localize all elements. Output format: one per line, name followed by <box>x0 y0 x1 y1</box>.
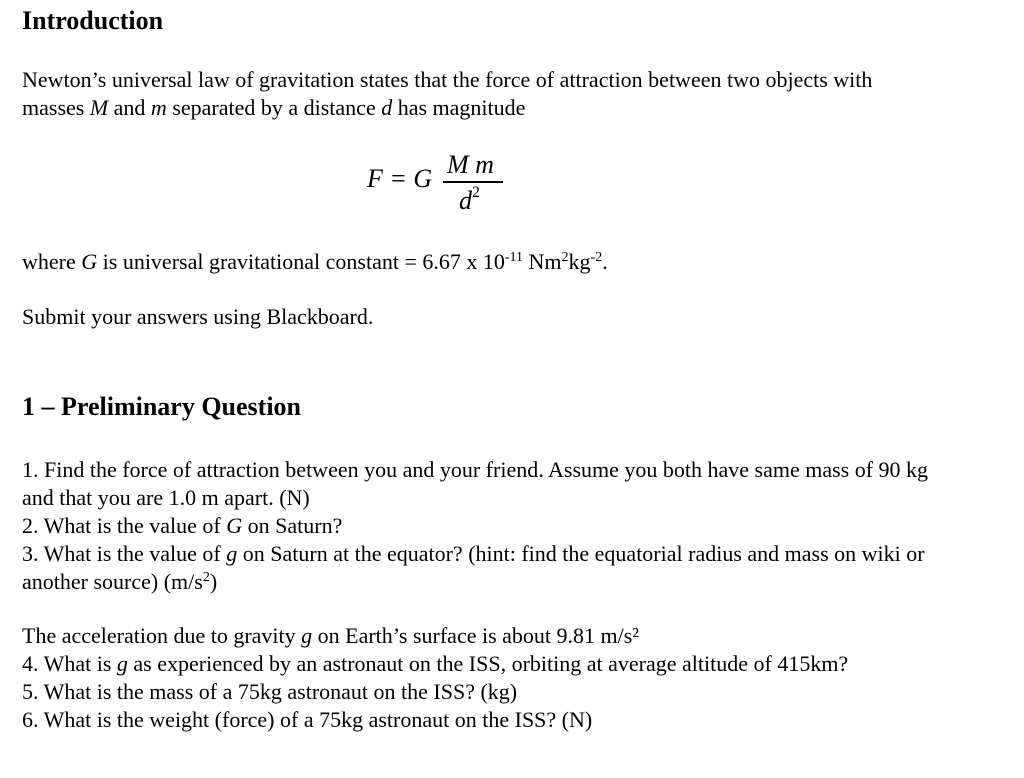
denominator-var: d <box>459 186 472 215</box>
text-run: has magnitude <box>392 95 526 120</box>
text-run: 4. What is <box>22 651 117 676</box>
acceleration-note <box>22 622 1022 650</box>
var-M: M <box>89 95 109 120</box>
question-2 <box>22 512 1022 540</box>
fraction-bar <box>443 181 503 183</box>
exponent: -11 <box>504 250 524 265</box>
section1-heading: 1 – Preliminary Question <box>22 392 302 421</box>
text-run: masses <box>22 95 90 120</box>
formula-denominator <box>459 184 480 216</box>
question-1-line-1: 1. Find the force of attraction between you and your friend. Assume you both have same mass of 90 kg <box>22 457 929 482</box>
var-G: G <box>226 513 243 538</box>
intro-line-1: Newton’s universal law of gravitation states that the force of attraction between two objects with <box>22 67 873 92</box>
text-run: ) <box>209 569 218 594</box>
intro-heading: Introduction <box>22 6 164 35</box>
text-run: Nm <box>523 249 562 274</box>
text-run: on Saturn at the equator? (hint: find the equatorial radius and mass on wiki or <box>237 541 925 566</box>
text-run: where <box>22 249 82 274</box>
text-run: 2. What is the value of <box>22 513 227 538</box>
var-m: m <box>150 95 167 120</box>
text-run: separated by a distance <box>166 95 382 120</box>
text-run: and <box>108 95 151 120</box>
question-3-line-2 <box>22 568 1022 596</box>
text-run: kg <box>568 249 591 274</box>
gravitation-formula <box>367 150 567 220</box>
var-G: G <box>81 249 98 274</box>
var-d: d <box>381 95 393 120</box>
text-run: on Earth’s surface is about 9.81 m/s² <box>312 623 639 648</box>
question-5: 5. What is the mass of a 75kg astronaut on the ISS? (kg) <box>22 679 518 704</box>
text-run: another source) (m/s <box>22 569 203 594</box>
exponent: 2 <box>561 250 569 265</box>
text-run: The acceleration due to gravity <box>22 623 302 648</box>
var-g: g <box>226 541 238 566</box>
question-1-line-2: and that you are 1.0 m apart. (N) <box>22 485 310 510</box>
question-list <box>22 456 1022 596</box>
intro-line-2 <box>22 94 1022 122</box>
question-3-line-1 <box>22 540 1022 568</box>
exponent: 2 <box>202 570 210 585</box>
intro-paragraph <box>22 66 1022 122</box>
constant-line <box>22 248 1022 276</box>
text-run: is universal gravitational constant = 6.67 x 10 <box>97 249 505 274</box>
text-run: . <box>602 249 608 274</box>
text-run: as experienced by an astronaut on the ISS, orbiting at average altitude of 415km? <box>127 651 849 676</box>
question-6: 6. What is the weight (force) of a 75kg astronaut on the ISS? (N) <box>22 707 593 732</box>
var-g: g <box>301 623 313 648</box>
iss-question-list <box>22 622 1022 734</box>
formula-numerator: M m <box>447 150 494 179</box>
exponent: -2 <box>590 250 603 265</box>
var-g: g <box>116 651 128 676</box>
text-run: 3. What is the value of <box>22 541 227 566</box>
question-4 <box>22 650 1022 678</box>
denominator-exponent: 2 <box>472 184 480 201</box>
text-run: on Saturn? <box>242 513 343 538</box>
submit-note: Submit your answers using Blackboard. <box>22 304 374 329</box>
formula-lhs: F = G <box>367 164 433 193</box>
